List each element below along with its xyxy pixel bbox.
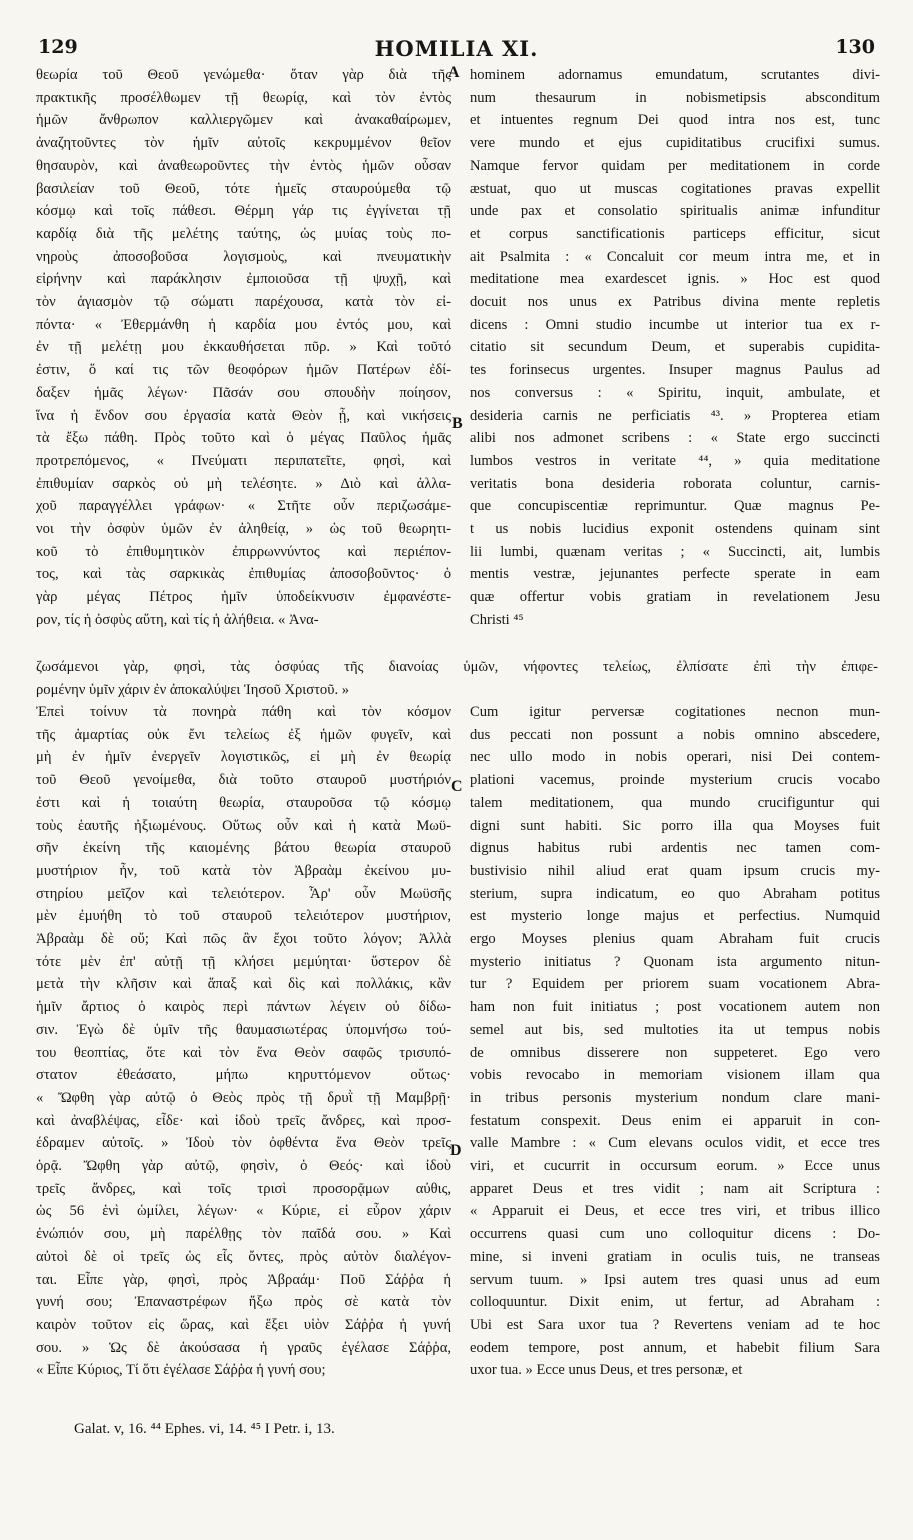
- text-line: πόντα· « Ἐθερμάνθη ἡ καρδία μου ἐντός μου, καὶ: [36, 316, 451, 333]
- text-line: de omnibus disserere non suppeteret. Ego vero: [470, 1044, 880, 1061]
- text-line: Ἐπεὶ τοίνυν τὰ πονηρὰ πάθη καὶ τὸν κόσμον: [36, 704, 451, 720]
- text-line: est mysterio longe majus et perfectius. Numquid: [470, 908, 880, 925]
- text-line: θεωρία τοῦ Θεοῦ γενώμεθα· ὅταν γὰρ διὰ τῆς: [36, 67, 451, 83]
- text-line: ἡμῖν ἄρτιος ὁ καιρὸς περὶ πάντων λέγειν οὐ δίδω-: [36, 999, 451, 1016]
- text-line: ζωσάμενοι γὰρ, φησὶ, τὰς ὀσφύας τῆς διανοίας ὑμῶν, νήφοντες τελείως, ἐλπίσατε ἐπὶ τὴν ἐπιφε-: [36, 659, 878, 675]
- text-line: dicens : Omni studio incumbe ut interior tua ex r-: [470, 316, 880, 333]
- text-line: æstuat, quo ut muscas cogitationes pravas expellit: [470, 180, 880, 197]
- greek-spanning-lines: [36, 656, 878, 701]
- text-line: mysterio initiatus ? Quonam ista argumento nitun-: [470, 953, 880, 970]
- text-line: ἡμῶν ἄνθρωπον καλλιεργῶμεν καὶ ἀνακαθαίρωμεν,: [36, 112, 451, 129]
- text-line: στηρίου μεῖζον καὶ τελειότερον. Ἆρ' οὖν Μωϋσῆς: [36, 885, 451, 902]
- text-line: que concupiscentiæ reprimuntur. Quæ magnus Pe-: [470, 498, 880, 515]
- text-line: καρδίᾳ διὰ τῆς μελέτης ταύτης, ὡς μυίας τοὺς πο-: [36, 225, 451, 242]
- text-line: ἐστιν, ὅ καί τις τῶν θεοφόρων ἡμῶν Πατέρων ἐδί-: [36, 362, 451, 379]
- text-line: τὰ ἔξω πάθη. Πρὸς τοῦτο καὶ ὁ μέγας Παῦλος ἡμᾶς: [36, 430, 451, 447]
- text-line: docuit nos unus ex Patribus divina mente repletis: [470, 294, 880, 311]
- text-line: τοὺς ἑαυτῆς ἠξιωμένους. Οὕτως οὖν καὶ ἡ κατὰ Μωϋ-: [36, 817, 451, 834]
- text-line: plationi vacemus, proinde mysterium crucis vocabo: [470, 772, 880, 789]
- text-line: « Εἶπε Κύριος, Τί ὅτι ἐγέλασε Σάῤῥα ἡ γυνή σου;: [36, 1362, 326, 1379]
- text-line: dus peccati non possunt a nobis omnino abscedere,: [470, 726, 880, 743]
- text-line: Christi ⁴⁵: [470, 611, 524, 628]
- text-line: στατον ἐθεάσατο, μήπω κηρυττόμενον οὕτως·: [36, 1067, 451, 1084]
- text-line: dignus habitus rubi ardentis nec tamen com-: [470, 840, 880, 857]
- text-line: νηροὺς ἀποσοβοῦσα λογισμοὺς, καὶ πνευματικὴν: [36, 248, 451, 265]
- text-line: quæ offertur vobis gratiam in revelationem Jesu: [470, 589, 880, 606]
- text-line: uxor tua. » Ecce unus Deus, et tres personæ, et: [470, 1362, 743, 1379]
- text-line: μὲν ἐμυήθη τὸ τοῦ σταυροῦ τελειότερον μυστήριον,: [36, 908, 451, 925]
- text-line: colloquuntur. Dixit enim, ut fertur, ad Abraham :: [470, 1294, 880, 1311]
- text-line: vere mundo et ejus cupiditatibus crucifixi sumus.: [470, 135, 880, 152]
- text-line: Ubi est Sara uxor tua ? Revertens veniam ad te hoc: [470, 1316, 880, 1333]
- text-line: ἐπιθυμίαν σαρκὸς οὐ μὴ τελέσητε. » Διὸ καὶ ἀλλα-: [36, 475, 451, 492]
- text-line: nos conversus : « Spiritu, inquit, ambulate, et: [470, 384, 880, 401]
- text-line: προτρεπόμενος, « Πνεύματι περιπατεῖτε, φησὶ, καὶ: [36, 452, 451, 469]
- text-line: Cum igitur perversæ cogitationes necnon mun-: [470, 704, 880, 720]
- text-line: num thesaurum in nobismetipsis absconditum: [470, 89, 880, 106]
- text-line: σῆν ἐκείνη τῆς καιομένης βάτου θεωρία σταυροῦ: [36, 840, 451, 857]
- text-line: μυστήριον ἦν, τοῦ κατὰ τὸν Ἀβραὰμ ἐκείνου μυ-: [36, 862, 451, 879]
- text-line: τοῦ Θεοῦ γενοίμεθα, διὰ τοῦτο σταυροῦ μυστήριόν: [36, 772, 451, 789]
- text-line: σου. » Ὡς δὲ ἀκούσασα ἡ γραῦς ἐγέλασε Σάῤῥα,: [36, 1339, 451, 1356]
- text-line: έδραμεν αὐτοῖς. » Ἰδοὺ τὸν ὀφθέντα ἕνα Θεὸν τρεῖς: [36, 1135, 451, 1152]
- text-line: mine, si inveni gratiam in oculis tuis, ne transeas: [470, 1248, 880, 1265]
- text-line: desideria carnis ne perficiatis ⁴³. » Propterea etiam: [470, 407, 880, 424]
- text-line: σιν. Ἐγὼ δὲ ὑμῖν τῆς θαυμασιωτέρας ὑπομνήσω τού-: [36, 1021, 451, 1038]
- text-line: servum tuum. » Ipsi autem tres quasi unus ad eum: [470, 1271, 880, 1288]
- text-line: citatio sit secundum Deum, et superabis cupidita-: [470, 339, 880, 356]
- text-line: ἐνώπιόν σου, μὴ παρέλθῃς τὸν παῖδά σου. » Καὶ: [36, 1226, 451, 1243]
- text-line: digni sunt habiti. Sic porro illa qua Moyses fuit: [470, 817, 880, 834]
- text-line: βασιλείαν τοῦ Θεοῦ, τότε ἡμεῖς σταυρούμεθα τῷ: [36, 180, 451, 197]
- text-line: ait Psalmita : « Concaluit cor meum intra me, et in: [470, 248, 880, 265]
- text-line: ἐν τῇ μελέτῃ μου ἐκκαυθήσεται πῦρ. » Καὶ τοῦτό: [36, 339, 451, 356]
- text-line: τότε μὲν ἐπ' αὐτῇ τῇ κλήσει μεμύηται· ὕστερον δὲ: [36, 953, 451, 970]
- text-line: viri, et cucurrit in occursum eorum. » Ecce unus: [470, 1158, 880, 1175]
- text-line: νοι τὴν ὀσφὺν ὑμῶν ἐν ἀληθείᾳ, » ὡς τοῦ θεωρητι-: [36, 521, 451, 538]
- text-line: καιρὸν τοῦτον εἰς ὥρας, καὶ ἕξει υἱὸν Σάῤῥα ἡ γυνή: [36, 1316, 451, 1333]
- text-line: valle Mambre : « Cum elevans oculos vidit, et ecce tres: [470, 1135, 880, 1152]
- text-line: ham non fuit initiatus ; post vocationem autem non: [470, 999, 880, 1016]
- text-line: δαξεν ἡμᾶς λέγων· Πᾶσάν σου σπουδὴν ποίησον,: [36, 384, 451, 401]
- margin-marker-b: B: [452, 415, 463, 432]
- text-line: eodem tempore, post annum, et habebit filium Sara: [470, 1339, 880, 1356]
- text-line: του θεοπτίας, ὅτε καὶ τὸν ἕνα Θεὸν σαφῶς τρισυπό-: [36, 1044, 451, 1061]
- text-line: et intuentes regnum Dei quod intra nos est, tunc: [470, 112, 880, 129]
- text-line: lii lumbi, quænam veritas ; « Succincti, ait, lumbis: [470, 543, 880, 560]
- text-line: « Apparuit ei Deus, et ecce tres viri, et tribus illico: [470, 1203, 880, 1220]
- text-line: semel aut bis, sed multoties ita ut tempus nobis: [470, 1021, 880, 1038]
- text-line: in tribus personis mysterium nondum clare mani-: [470, 1089, 880, 1106]
- text-line: μὴ ἐν ἡμῖν ἐνεργεῖν λογιστικῶς, εἰ μὴ ἐν θεωρίᾳ: [36, 749, 451, 766]
- margin-marker-c: C: [451, 778, 463, 795]
- text-line: ἐστι καὶ ἡ τοιαύτη θεωρία, σταυροῦσα τῷ κόσμῳ: [36, 794, 451, 811]
- text-line: μετὰ τὴν κλῆσιν καὶ ἅπαξ καὶ δὶς καὶ πολλάκις, κἂν: [36, 976, 451, 993]
- text-line: sterium, supra indicatum, eo quo Abraham potitus: [470, 885, 880, 902]
- text-line: bustivisio nihil aliud erat quam ipsum crucis my-: [470, 862, 880, 879]
- text-line: vobis revocabo in memoriam visionem illam qua: [470, 1067, 880, 1084]
- text-line: unde pax et consolatio spiritualis animæ infunditur: [470, 203, 880, 220]
- text-line: ρομένην ὑμῖν χάριν ἐν ἀποκαλύψει Ἰησοῦ Χριστοῦ. »: [36, 681, 350, 698]
- text-line: ὡς 56 ἑνὶ ὡμίλει, λέγων· « Κύριε, εἰ εὗρον χάριν: [36, 1203, 451, 1220]
- text-line: veritatis bona desideria roborata coluntur, carnis-: [470, 475, 880, 492]
- page-number-left: 129: [38, 36, 78, 58]
- greek-column-2: [36, 701, 451, 1382]
- text-line: « Ὤφθη γὰρ αὐτῷ ὁ Θεὸς πρὸς τῇ δρυῒ τῇ Μαμβρῇ·: [36, 1089, 451, 1106]
- text-line: tes forinsecus urgentes. Insuper magnus Paulus ad: [470, 362, 880, 379]
- text-line: meditatione mea exardescet ignis. » Hoc est quod: [470, 271, 880, 288]
- text-line: occurrens quasi cum uno colloquitur dicens : Do-: [470, 1226, 880, 1243]
- text-line: αὐτοὶ δὲ οἱ τρεῖς ὡς εἷς ὄντες, πρὸς αὐτὸν διαλέγον-: [36, 1248, 451, 1265]
- text-line: et corpus sanctificationis particeps efficitur, sicut: [470, 225, 880, 242]
- page-header: [38, 36, 875, 62]
- text-line: ρον, τίς ἡ ὀσφὺς αὕτη, καὶ τίς ἡ ἀλήθεια. « Ἀνα-: [36, 611, 319, 628]
- page-title: HOMILIA XI.: [374, 36, 539, 61]
- text-line: lumbos vestros in veritate ⁴⁴, » quia meditatione: [470, 452, 880, 469]
- text-line: θησαυρὸν, καὶ ἀναθεωροῦντες τὴν ἐντὸς ἡμῶν οὖσαν: [36, 157, 451, 174]
- text-line: τὸν ἁγιασμὸν τῷ σώματι παρέχουσα, κατὰ τὸν εἰ-: [36, 294, 451, 311]
- text-line: πρακτικῆς προσέλθωμεν τῇ θεωρίᾳ, καὶ τὸν ἐντὸς: [36, 89, 451, 106]
- text-line: t us nobis lucidius exponit ostendens quinam sint: [470, 521, 880, 538]
- text-line: talem meditationem, qua mundo crucifiguntur qui: [470, 794, 880, 811]
- text-line: apparet Deus et tres vidit ; nam ait Scriptura :: [470, 1180, 880, 1197]
- text-line: ergo Moyses plenius quam Abraham fuit crucis: [470, 931, 880, 948]
- text-line: γὰρ μέγας Πέτρος ἡμῖν ὑποδείκνυσιν ἐμφανέστε-: [36, 589, 451, 606]
- text-line: κόσμῳ καὶ τοῖς πάθεσι. Θέρμη γάρ τις ἐγγίνεται τῇ: [36, 203, 451, 220]
- latin-column-1: [470, 64, 880, 632]
- text-line: καὶ ἀναβλέψας, εἶδε· καὶ ἰδοὺ τρεῖς ἄνδρες, καὶ προσ-: [36, 1112, 451, 1129]
- text-line: ται. Εἶπε γὰρ, φησὶ, πρὸς Ἀβραάμ· Ποῦ Σάῤῥα ἡ: [36, 1271, 451, 1288]
- text-line: ὁρᾷ. Ὤφθη γὰρ αὐτῷ, φησὶν, ὁ Θεός· καὶ ἰδοὺ: [36, 1158, 451, 1175]
- margin-marker-d: D: [450, 1142, 462, 1159]
- text-line: χοῦ παραγγέλλει γράφων· « Στῆτε οὖν περιζωσάμε-: [36, 498, 451, 515]
- text-line: τος, καὶ τὰς σαρκικὰς ἐπιθυμίας ἀποσοβοῦντος· ὁ: [36, 566, 451, 583]
- margin-marker-a: A: [448, 64, 460, 81]
- text-line: Ἀβραὰμ δὲ οὔ; Καὶ πῶς ἂν ἔχοι τοῦτο λόγον; Ἀλλὰ: [36, 931, 451, 948]
- text-line: εἰρήνην καὶ παράκλησιν ἐμποιοῦσα τῇ ψυχῇ, καὶ: [36, 271, 451, 288]
- footnotes: Galat. v, 16. ⁴⁴ Ephes. vi, 14. ⁴⁵ I Petr. i, 13.: [74, 1421, 335, 1437]
- text-line: γυνή σου; Ἐπαναστρέφων ἥξω πρὸς σὲ κατὰ τὸν: [36, 1294, 451, 1311]
- text-line: alibi nos admonet scribens : « State ergo succincti: [470, 430, 880, 447]
- text-line: Namque fervor quidam per meditationem in corde: [470, 157, 880, 174]
- latin-column-2: [470, 701, 880, 1382]
- text-line: ἵνα ἡ ἔνδον σου ἐργασία κατὰ Θεὸν ᾖ, καὶ νικήσεις: [36, 407, 451, 424]
- text-line: nec ullo modo in nobis operari, nisi Dei contem-: [470, 749, 880, 766]
- text-line: τῆς ἁμαρτίας οὐκ ἔνι τελείως ἐξ ἡμῶν φυγεῖν, καὶ: [36, 726, 451, 743]
- greek-column-1: [36, 64, 451, 632]
- text-line: κοῦ τὸ ἐπιθυμητικὸν ἐπιρρωννύντος καὶ περιέπον-: [36, 543, 451, 560]
- text-line: festatum conspexit. Deus enim ei apparuit in con-: [470, 1112, 880, 1129]
- text-line: τρεῖς ἄνδρες, καὶ τοῖς τρισὶ προσορᾷμων αὐθις,: [36, 1180, 451, 1197]
- text-line: tur ? Equidem per priorem suam vocationem Abra-: [470, 976, 880, 993]
- text-line: hominem adornamus emundatum, scrutantes divi-: [470, 67, 880, 83]
- page-number-right: 130: [835, 36, 875, 58]
- text-line: ἀναζητοῦντες τὸν ἡμῖν αὐτοῖς κεκρυμμένον θεῖον: [36, 135, 451, 152]
- text-line: mentis vestræ, jejunantes perfecte sperate in eam: [470, 566, 880, 583]
